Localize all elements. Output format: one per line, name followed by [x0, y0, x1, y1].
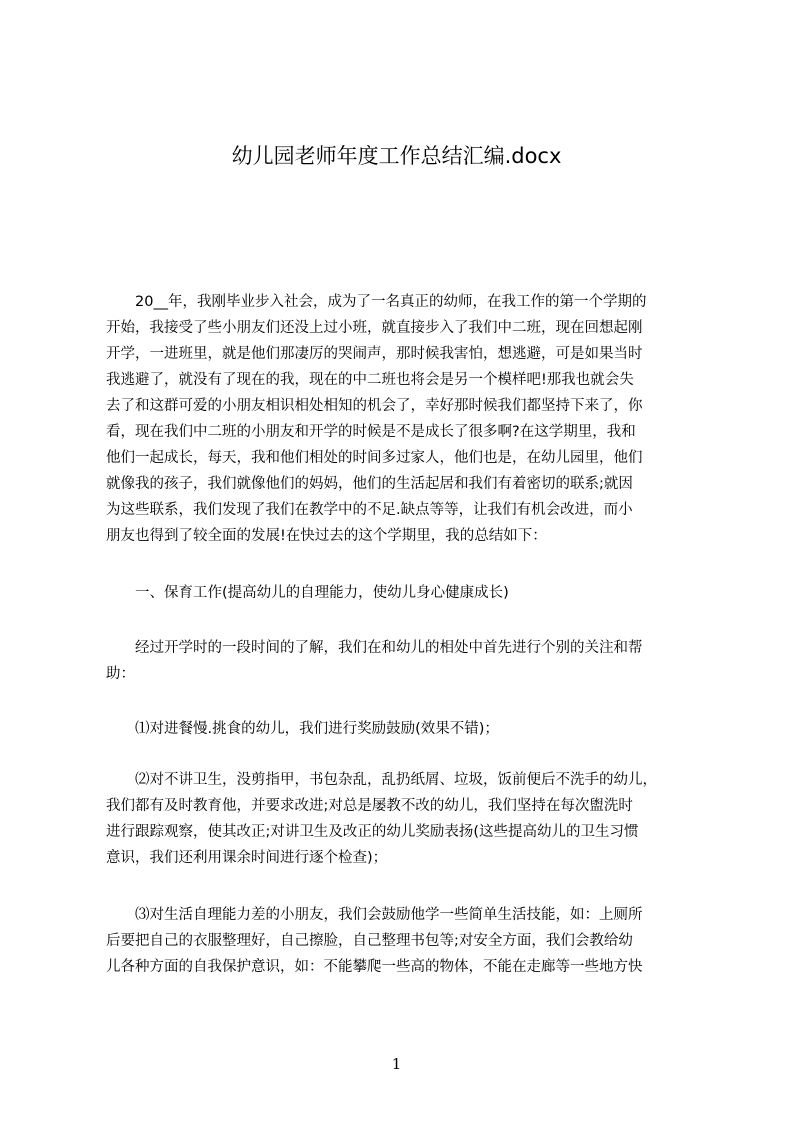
text-line: 我们都有及时教育他，并要求改进;对总是屡教不改的幼儿，我们坚持在每次盥洗时: [106, 798, 633, 814]
paragraph-item-1: [106, 716, 706, 742]
text-line: 为这些联系，我们发现了我们在教学中的不足.缺点等等，让我们有机会改进，而小: [106, 502, 633, 518]
text-line: 我逃避了，就没有了现在的我，现在的中二班也将会是另一个模样吧!那我也就会失: [106, 372, 634, 388]
text-line: ⑵对不讲卫生，没剪指甲，书包杂乱，乱扔纸屑、垃圾，饭前便后不洗手的幼儿，: [106, 772, 657, 788]
paragraph-item-3: [106, 902, 706, 980]
paragraph-understanding: [106, 635, 706, 687]
section-heading-childcare: [106, 580, 706, 606]
text-line: 看，现在我们中二班的小朋友和开学的时候是不是成长了很多啊?在这学期里，我和: [106, 424, 636, 440]
paragraph-intro: [106, 289, 706, 549]
text-line: 朋友也得到了较全面的发展!在快过去的这个学期里，我的总结如下：: [106, 528, 547, 544]
text-line: 经过开学时的一段时间的了解，我们在和幼儿的相处中首先进行个别的关注和帮: [106, 640, 643, 656]
text-line: 儿各种方面的自我保护意识，如：不能攀爬一些高的物体，不能在走廊等一些地方快: [106, 959, 643, 975]
text-line: 一、保育工作(提高幼儿的自理能力，使幼儿身心健康成长): [106, 585, 509, 601]
text-line: 他们一起成长，每天，我和他们相处的时间多过家人，他们也是，在幼儿园里，他们: [106, 450, 643, 466]
text-line: 就像我的孩子，我们就像他们的妈妈，他们的生活起居和我们有着密切的联系;就因: [106, 476, 633, 492]
text-line: 开始，我接受了些小朋友们还没上过小班，就直接步入了我们中二班，现在回想起刚: [106, 320, 643, 336]
text-line: 去了和这群可爱的小朋友相识相处相知的机会了，幸好那时候我们都坚持下来了，你: [106, 398, 643, 414]
text-line: 开学，一进班里，就是他们那凄厉的哭闹声，那时候我害怕，想逃避，可是如果当时: [106, 346, 643, 362]
text-line: ⑴对进餐慢.挑食的幼儿，我们进行奖励鼓励(效果不错)；: [106, 721, 499, 737]
text-line: 后要把自己的衣服整理好，自己擦脸，自己整理书包等;对安全方面，我们会教给幼: [106, 933, 633, 949]
page-number: 1: [391, 1055, 402, 1073]
paragraph-item-2: [106, 767, 706, 871]
document-title: 幼儿园老师年度工作总结汇编.docx: [231, 144, 562, 168]
text-line: ⑶对生活自理能力差的小朋友，我们会鼓励他学一些简单生活技能，如：上厕所: [106, 907, 643, 923]
text-line: 进行跟踪观察，使其改正;对讲卫生及改正的幼儿奖励表扬(这些提高幼儿的卫生习惯: [106, 824, 639, 840]
text-line: 助：: [106, 666, 135, 682]
text-line: 意识，我们还利用课余时间进行逐个检查)；: [106, 850, 388, 866]
text-line: 20__年，我刚毕业步入社会，成为了一名真正的幼师，在我工作的第一个学期的: [106, 294, 647, 310]
